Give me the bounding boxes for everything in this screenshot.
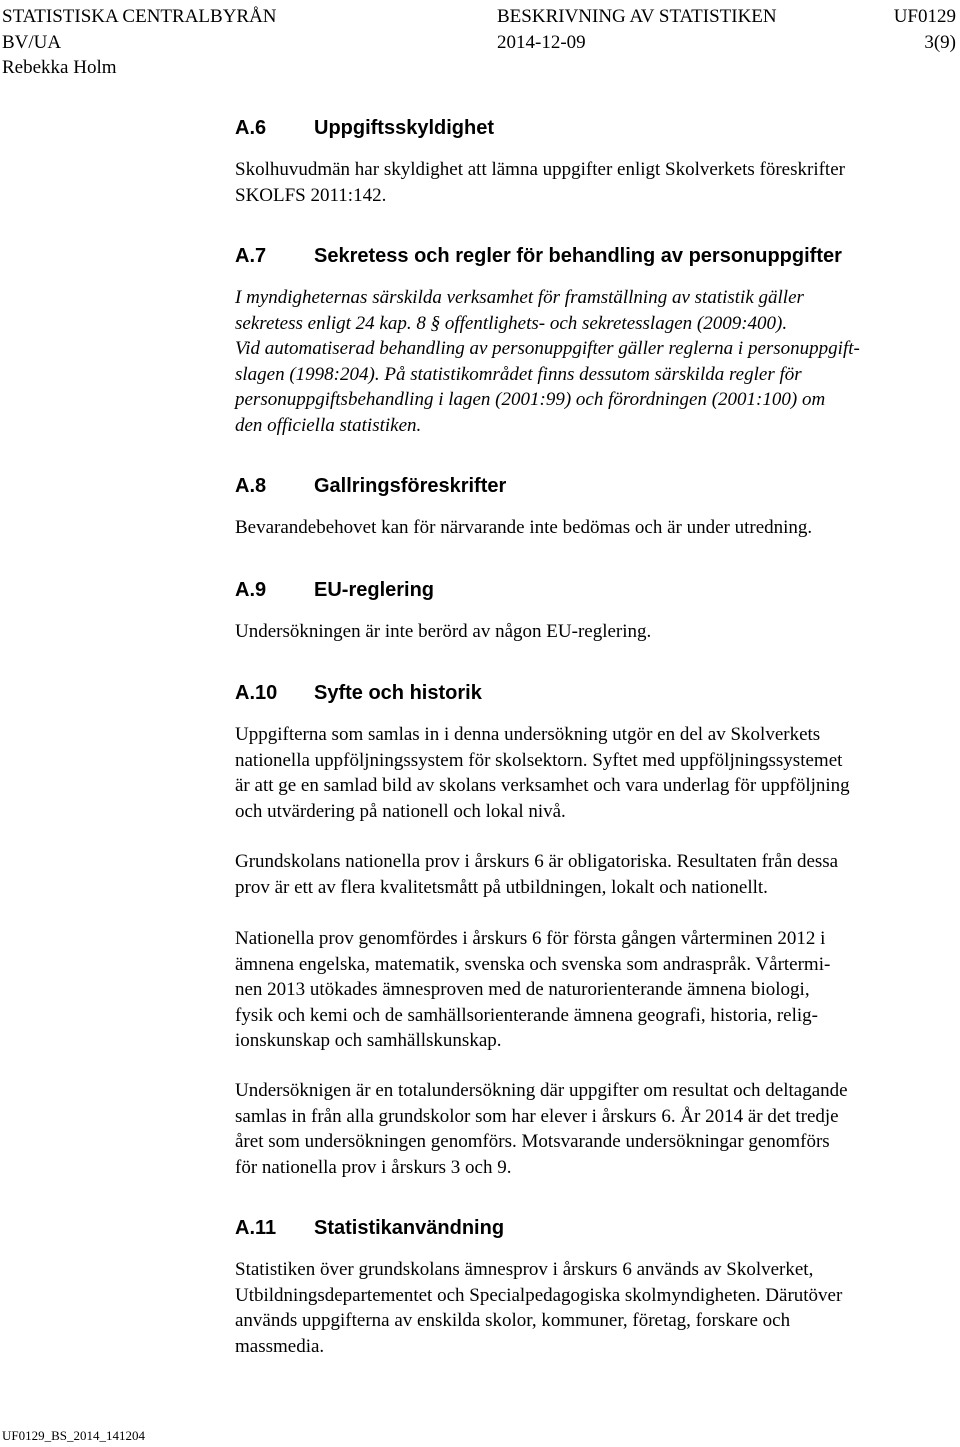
text-line: personuppgiftsbehandling i lagen (2001:99) och förordningen (2001:100) om (235, 389, 826, 410)
text-line: året som undersökningen genomförs. Motsvarande undersökningar genomförs (235, 1131, 830, 1152)
section-title: Uppgiftsskyldighet (314, 117, 495, 139)
text-line: prov är ett av flera kvalitetsmått på utbildningen, lokalt och nationellt. (235, 876, 768, 898)
text-line: nen 2013 utökades ämnesproven med de naturorienterande ämnena biologi, (235, 979, 810, 1000)
section-number: A.6 (235, 117, 267, 139)
text-line: Skolhuvudmän har skyldighet att lämna uppgifter enligt Skolverkets föreskrifter (235, 159, 845, 180)
section-number: A.11 (235, 1217, 277, 1239)
section-a7-body (235, 285, 860, 438)
footer-doc-id: UF0129_BS_2014_141204 (2, 1428, 146, 1443)
text-line: sekretess enligt 24 kap. 8 § offentlighets- och sekretesslagen (2009:400). (235, 312, 788, 334)
text-line: I myndigheternas särskilda verksamhet för framställning av statistik gäller (235, 287, 804, 308)
text-line: och utvärdering på nationell och lokal nivå. (235, 800, 566, 822)
text-line: nationella uppföljningssystem för skolsektorn. Syftet med uppföljningssystemet (235, 749, 843, 771)
text-line: Undersöknigen är en totalundersökning där uppgifter om resultat och deltagande (235, 1080, 848, 1101)
section-title: Sekretess och regler för behandling av personuppgifter (314, 245, 842, 267)
header-doc-code: UF0129 (893, 6, 956, 27)
text-line: för nationella prov i årskurs 3 och 9. (235, 1156, 512, 1178)
section-title: Statistikanvändning (314, 1217, 505, 1239)
header-org: STATISTISKA CENTRALBYRÅN (2, 6, 277, 27)
text-line: Nationella prov genomfördes i årskurs 6 för första gången vårterminen 2012 i (235, 928, 826, 949)
section-a10-paragraph-4 (235, 1078, 848, 1180)
text-line: Utbildningsdepartementet och Specialpedagogiska skolmyndigheten. Därutöver (235, 1284, 843, 1306)
text-line: den officiella statistiken. (235, 414, 422, 436)
section-title: Gallringsföreskrifter (314, 475, 507, 497)
text-line: Statistiken över grundskolans ämnesprov i årskurs 6 används av Skolverket, (235, 1259, 814, 1280)
section-number: A.9 (235, 579, 267, 601)
section-a10-paragraph-3 (235, 926, 830, 1054)
header-doc-type: BESKRIVNING AV STATISTIKEN (497, 6, 777, 27)
text-line: ionskunskap och samhällskunskap. (235, 1030, 502, 1051)
section-number: A.10 (235, 682, 278, 704)
section-title: EU-reglering (314, 579, 435, 601)
text-line: fysik och kemi och de samhällsorienterande ämnena geografi, historia, relig- (235, 1004, 818, 1026)
text-line: massmedia. (235, 1335, 325, 1357)
text-line: slagen (1998:204). På statistikområdet finns dessutom särskilda regler för (235, 363, 802, 385)
header-unit: BV/UA (2, 32, 62, 53)
section-title: Syfte och historik (314, 682, 482, 704)
text-line: används uppgifterna av enskilda skolor, kommuner, företag, forskare och (235, 1310, 791, 1331)
text-line: Vid automatiserad behandling av personuppgifter gäller reglerna i personuppgift- (235, 338, 860, 359)
text-line: SKOLFS 2011:142. (235, 184, 387, 206)
header-page-number: 3(9) (924, 32, 956, 53)
text-line: Bevarandebehovet kan för närvarande inte bedömas och är under utredning. (235, 517, 813, 538)
text-line: ämnena engelska, matematik, svenska och svenska som andraspråk. Vårtermi- (235, 953, 831, 975)
section-number: A.7 (235, 245, 267, 267)
section-a9-body (235, 619, 651, 645)
text-line: Uppgifterna som samlas in i denna undersökning utgör en del av Skolverkets (235, 724, 821, 745)
section-a10-paragraph-2 (235, 849, 838, 900)
text-line: är att ge en samlad bild av skolans verksamhet och vara underlag för uppföljning (235, 775, 850, 796)
section-a8-body (235, 515, 812, 541)
text-line: Undersökningen är inte berörd av någon EU-reglering. (235, 621, 652, 642)
section-a10-paragraph-1 (235, 722, 850, 824)
text-line: Grundskolans nationella prov i årskurs 6 är obligatoriska. Resultaten från dessa (235, 851, 839, 872)
header-author: Rebekka Holm (2, 57, 117, 78)
section-a11-body (235, 1257, 842, 1359)
section-number: A.8 (235, 475, 267, 497)
header-date: 2014-12-09 (497, 32, 586, 53)
section-a6-body (235, 157, 845, 208)
text-line: samlas in från alla grundskolor som har elever i årskurs 6. År 2014 är det tredje (235, 1105, 839, 1127)
